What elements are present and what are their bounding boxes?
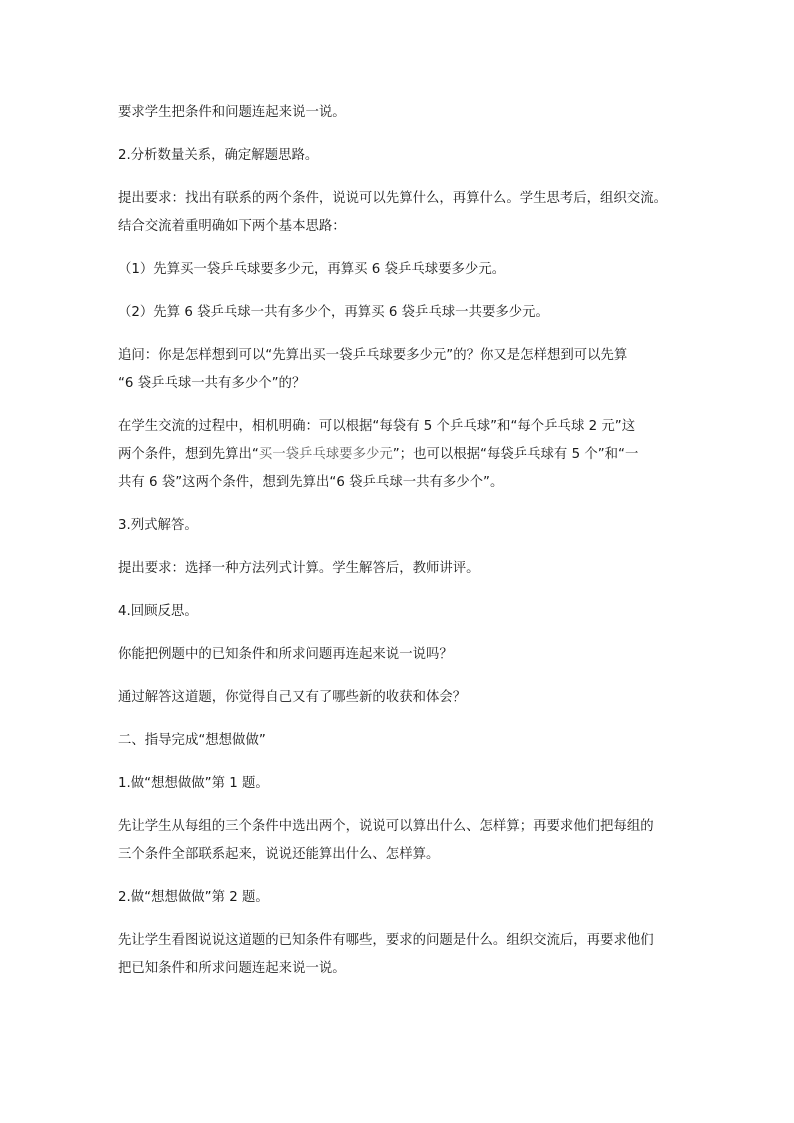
text-line: 提出要求：选择一种方法列式计算。学生解答后，教师讲评。 <box>118 561 480 576</box>
text-line: （1）先算买一袋乒乓球要多少元，再算买 6 袋乒乓球要多少元。 <box>118 262 506 277</box>
text-line: 在学生交流的过程中，相机明确：可以根据“每袋有 5 个乒乓球”和“每个乒乓球 2 元”这 <box>118 419 636 434</box>
text-segment: 两个条件，想到先算出“ <box>118 447 259 462</box>
section-heading <box>118 512 678 540</box>
text-line: 3.列式解答。 <box>118 518 198 533</box>
section-heading <box>118 884 678 912</box>
section-heading <box>118 598 678 626</box>
text-line: 结合交流着重明确如下两个基本思路： <box>118 219 346 234</box>
paragraph <box>118 684 678 712</box>
text-line: （2）先算 6 袋乒乓球一共有多少个，再算买 6 袋乒乓球一共要多少元。 <box>118 305 549 320</box>
paragraph <box>118 342 678 398</box>
section-heading <box>118 142 678 170</box>
text-line: 1.做“想想做做”第 1 题。 <box>118 776 269 791</box>
paragraph <box>118 927 678 983</box>
section-heading <box>118 770 678 798</box>
text-line: “6 袋乒乓球一共有多少个”的？ <box>118 376 306 391</box>
paragraph <box>118 185 678 241</box>
paragraph <box>118 299 678 327</box>
paragraph <box>118 813 678 869</box>
text-line: 追问：你是怎样想到可以“先算出买一袋乒乓球要多少元”的？你又是怎样想到可以先算 <box>118 348 628 363</box>
text-line: 先让学生从每组的三个条件中选出两个，说说可以算出什么、怎样算；再要求他们把每组的 <box>118 819 654 834</box>
text-line: 二、指导完成“想想做做” <box>118 733 266 748</box>
text-line: 把已知条件和所求问题连起来说一说。 <box>118 961 346 976</box>
paragraph <box>118 256 678 284</box>
text-line: 共有 6 袋”这两个条件，想到先算出“6 袋乒乓球一共有多少个”。 <box>118 475 504 490</box>
paragraph <box>118 413 678 497</box>
text-line: 2.分析数量关系，确定解题思路。 <box>118 148 319 163</box>
text-line <box>118 441 678 469</box>
faded-text-segment: 买一袋乒乓球要多少元 <box>258 447 393 462</box>
text-line: 你能把例题中的已知条件和所求问题再连起来说一说吗？ <box>118 647 453 662</box>
text-line: 通过解答这道题，你觉得自己又有了哪些新的收获和体会？ <box>118 690 467 705</box>
text-line: 4.回顾反思。 <box>118 604 198 619</box>
section-heading <box>118 727 678 755</box>
text-line: 要求学生把条件和问题连起来说一说。 <box>118 105 346 120</box>
paragraph <box>118 555 678 583</box>
text-segment: ”；也可以根据“每袋乒乓球有 5 个”和“一 <box>392 447 639 462</box>
paragraph <box>118 99 678 127</box>
document-page <box>118 99 678 998</box>
text-line: 先让学生看图说说这道题的已知条件有哪些，要求的问题是什么。组织交流后，再要求他们 <box>118 933 654 948</box>
paragraph <box>118 641 678 669</box>
text-line: 2.做“想想做做”第 2 题。 <box>118 890 269 905</box>
text-line: 三个条件全部联系起来，说说还能算出什么、怎样算。 <box>118 847 440 862</box>
text-line: 提出要求：找出有联系的两个条件，说说可以先算什么，再算什么。学生思考后，组织交流。 <box>118 191 668 206</box>
